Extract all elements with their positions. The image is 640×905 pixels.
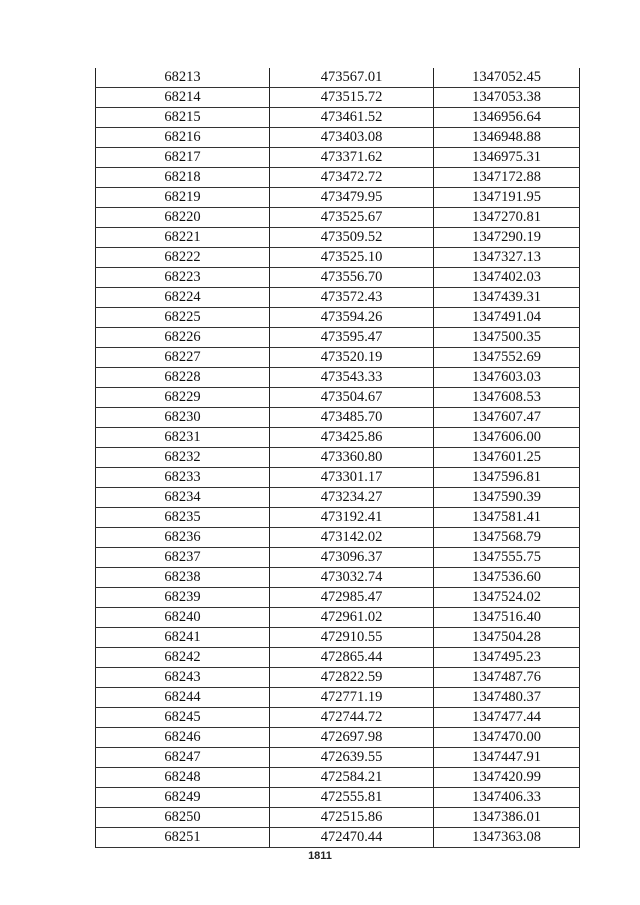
y-coordinate-cell: 1347524.02 (434, 588, 580, 608)
point-id-cell: 68232 (96, 448, 270, 468)
y-coordinate-cell: 1347495.23 (434, 648, 580, 668)
table-row (96, 588, 580, 608)
y-coordinate-cell: 1347568.79 (434, 528, 580, 548)
point-id-cell: 68237 (96, 548, 270, 568)
point-id-cell: 68236 (96, 528, 270, 548)
x-coordinate-cell: 473595.47 (270, 328, 434, 348)
x-coordinate-cell: 473485.70 (270, 408, 434, 428)
x-coordinate-cell: 472470.44 (270, 828, 434, 848)
y-coordinate-cell: 1347327.13 (434, 248, 580, 268)
point-id-cell: 68241 (96, 628, 270, 648)
table-row (96, 468, 580, 488)
point-id-cell: 68219 (96, 188, 270, 208)
x-coordinate-cell: 473234.27 (270, 488, 434, 508)
point-id-cell: 68247 (96, 748, 270, 768)
table-row (96, 288, 580, 308)
table-row (96, 388, 580, 408)
x-coordinate-cell: 473461.52 (270, 108, 434, 128)
x-coordinate-cell: 473504.67 (270, 388, 434, 408)
point-id-cell: 68229 (96, 388, 270, 408)
table-row (96, 708, 580, 728)
table-row (96, 448, 580, 468)
point-id-cell: 68249 (96, 788, 270, 808)
x-coordinate-cell: 472515.86 (270, 808, 434, 828)
y-coordinate-cell: 1347447.91 (434, 748, 580, 768)
y-coordinate-cell: 1347420.99 (434, 768, 580, 788)
y-coordinate-cell: 1347536.60 (434, 568, 580, 588)
y-coordinate-cell: 1347601.25 (434, 448, 580, 468)
table-row (96, 368, 580, 388)
table-row (96, 328, 580, 348)
table-row (96, 668, 580, 688)
y-coordinate-cell: 1347191.95 (434, 188, 580, 208)
x-coordinate-cell: 473515.72 (270, 88, 434, 108)
x-coordinate-cell: 472584.21 (270, 768, 434, 788)
x-coordinate-cell: 472639.55 (270, 748, 434, 768)
table-row (96, 68, 580, 88)
x-coordinate-cell: 473525.67 (270, 208, 434, 228)
y-coordinate-cell: 1347052.45 (434, 68, 580, 88)
x-coordinate-cell: 473543.33 (270, 368, 434, 388)
table-row (96, 348, 580, 368)
y-coordinate-cell: 1347270.81 (434, 208, 580, 228)
x-coordinate-cell: 473192.41 (270, 508, 434, 528)
x-coordinate-cell: 473096.37 (270, 548, 434, 568)
point-id-cell: 68214 (96, 88, 270, 108)
y-coordinate-cell: 1347607.47 (434, 408, 580, 428)
table-row (96, 128, 580, 148)
table-row (96, 528, 580, 548)
point-id-cell: 68231 (96, 428, 270, 448)
x-coordinate-cell: 473425.86 (270, 428, 434, 448)
point-id-cell: 68222 (96, 248, 270, 268)
y-coordinate-cell: 1347470.00 (434, 728, 580, 748)
x-coordinate-cell: 473572.43 (270, 288, 434, 308)
point-id-cell: 68240 (96, 608, 270, 628)
point-id-cell: 68239 (96, 588, 270, 608)
point-id-cell: 68251 (96, 828, 270, 848)
x-coordinate-cell: 473520.19 (270, 348, 434, 368)
point-id-cell: 68215 (96, 108, 270, 128)
point-id-cell: 68248 (96, 768, 270, 788)
y-coordinate-cell: 1347581.41 (434, 508, 580, 528)
y-coordinate-cell: 1347406.33 (434, 788, 580, 808)
x-coordinate-cell: 473509.52 (270, 228, 434, 248)
point-id-cell: 68223 (96, 268, 270, 288)
point-id-cell: 68221 (96, 228, 270, 248)
x-coordinate-cell: 472985.47 (270, 588, 434, 608)
y-coordinate-cell: 1347477.44 (434, 708, 580, 728)
y-coordinate-cell: 1347487.76 (434, 668, 580, 688)
table-row (96, 628, 580, 648)
table-row (96, 308, 580, 328)
table-row (96, 688, 580, 708)
x-coordinate-cell: 472865.44 (270, 648, 434, 668)
point-id-cell: 68216 (96, 128, 270, 148)
point-id-cell: 68235 (96, 508, 270, 528)
point-id-cell: 68246 (96, 728, 270, 748)
table-row (96, 428, 580, 448)
point-id-cell: 68220 (96, 208, 270, 228)
table-row (96, 148, 580, 168)
table-row (96, 268, 580, 288)
x-coordinate-cell: 473371.62 (270, 148, 434, 168)
point-id-cell: 68230 (96, 408, 270, 428)
y-coordinate-cell: 1346975.31 (434, 148, 580, 168)
y-coordinate-cell: 1347439.31 (434, 288, 580, 308)
y-coordinate-cell: 1346948.88 (434, 128, 580, 148)
x-coordinate-cell: 473032.74 (270, 568, 434, 588)
y-coordinate-cell: 1347386.01 (434, 808, 580, 828)
x-coordinate-cell: 473525.10 (270, 248, 434, 268)
y-coordinate-cell: 1347480.37 (434, 688, 580, 708)
x-coordinate-cell: 473360.80 (270, 448, 434, 468)
table-row (96, 828, 580, 848)
x-coordinate-cell: 472910.55 (270, 628, 434, 648)
table-row (96, 208, 580, 228)
point-id-cell: 68242 (96, 648, 270, 668)
table-row (96, 648, 580, 668)
y-coordinate-cell: 1346956.64 (434, 108, 580, 128)
point-id-cell: 68250 (96, 808, 270, 828)
table-row (96, 608, 580, 628)
y-coordinate-cell: 1347555.75 (434, 548, 580, 568)
point-id-cell: 68243 (96, 668, 270, 688)
table-row (96, 168, 580, 188)
x-coordinate-cell: 472961.02 (270, 608, 434, 628)
y-coordinate-cell: 1347608.53 (434, 388, 580, 408)
point-id-cell: 68238 (96, 568, 270, 588)
table-row (96, 728, 580, 748)
table-row (96, 88, 580, 108)
y-coordinate-cell: 1347606.00 (434, 428, 580, 448)
table-row (96, 568, 580, 588)
x-coordinate-cell: 472771.19 (270, 688, 434, 708)
y-coordinate-cell: 1347516.40 (434, 608, 580, 628)
page-number: 1811 (308, 850, 332, 862)
coordinates-table (95, 68, 580, 848)
point-id-cell: 68224 (96, 288, 270, 308)
point-id-cell: 68244 (96, 688, 270, 708)
table-row (96, 748, 580, 768)
y-coordinate-cell: 1347590.39 (434, 488, 580, 508)
y-coordinate-cell: 1347363.08 (434, 828, 580, 848)
coordinates-table-body (96, 68, 580, 848)
x-coordinate-cell: 473556.70 (270, 268, 434, 288)
point-id-cell: 68226 (96, 328, 270, 348)
y-coordinate-cell: 1347290.19 (434, 228, 580, 248)
y-coordinate-cell: 1347172.88 (434, 168, 580, 188)
point-id-cell: 68233 (96, 468, 270, 488)
table-row (96, 548, 580, 568)
y-coordinate-cell: 1347500.35 (434, 328, 580, 348)
y-coordinate-cell: 1347603.03 (434, 368, 580, 388)
x-coordinate-cell: 473142.02 (270, 528, 434, 548)
point-id-cell: 68227 (96, 348, 270, 368)
table-row (96, 488, 580, 508)
table-row (96, 188, 580, 208)
table-row (96, 228, 580, 248)
x-coordinate-cell: 472555.81 (270, 788, 434, 808)
point-id-cell: 68234 (96, 488, 270, 508)
x-coordinate-cell: 473594.26 (270, 308, 434, 328)
x-coordinate-cell: 473472.72 (270, 168, 434, 188)
y-coordinate-cell: 1347053.38 (434, 88, 580, 108)
x-coordinate-cell: 473567.01 (270, 68, 434, 88)
point-id-cell: 68245 (96, 708, 270, 728)
table-row (96, 808, 580, 828)
table-row (96, 508, 580, 528)
table-row (96, 768, 580, 788)
x-coordinate-cell: 472744.72 (270, 708, 434, 728)
table-row (96, 108, 580, 128)
x-coordinate-cell: 472697.98 (270, 728, 434, 748)
point-id-cell: 68217 (96, 148, 270, 168)
point-id-cell: 68228 (96, 368, 270, 388)
point-id-cell: 68218 (96, 168, 270, 188)
x-coordinate-cell: 473403.08 (270, 128, 434, 148)
y-coordinate-cell: 1347504.28 (434, 628, 580, 648)
table-row (96, 788, 580, 808)
y-coordinate-cell: 1347491.04 (434, 308, 580, 328)
table-row (96, 408, 580, 428)
y-coordinate-cell: 1347552.69 (434, 348, 580, 368)
table-row (96, 248, 580, 268)
x-coordinate-cell: 472822.59 (270, 668, 434, 688)
y-coordinate-cell: 1347402.03 (434, 268, 580, 288)
y-coordinate-cell: 1347596.81 (434, 468, 580, 488)
point-id-cell: 68225 (96, 308, 270, 328)
x-coordinate-cell: 473301.17 (270, 468, 434, 488)
x-coordinate-cell: 473479.95 (270, 188, 434, 208)
point-id-cell: 68213 (96, 68, 270, 88)
